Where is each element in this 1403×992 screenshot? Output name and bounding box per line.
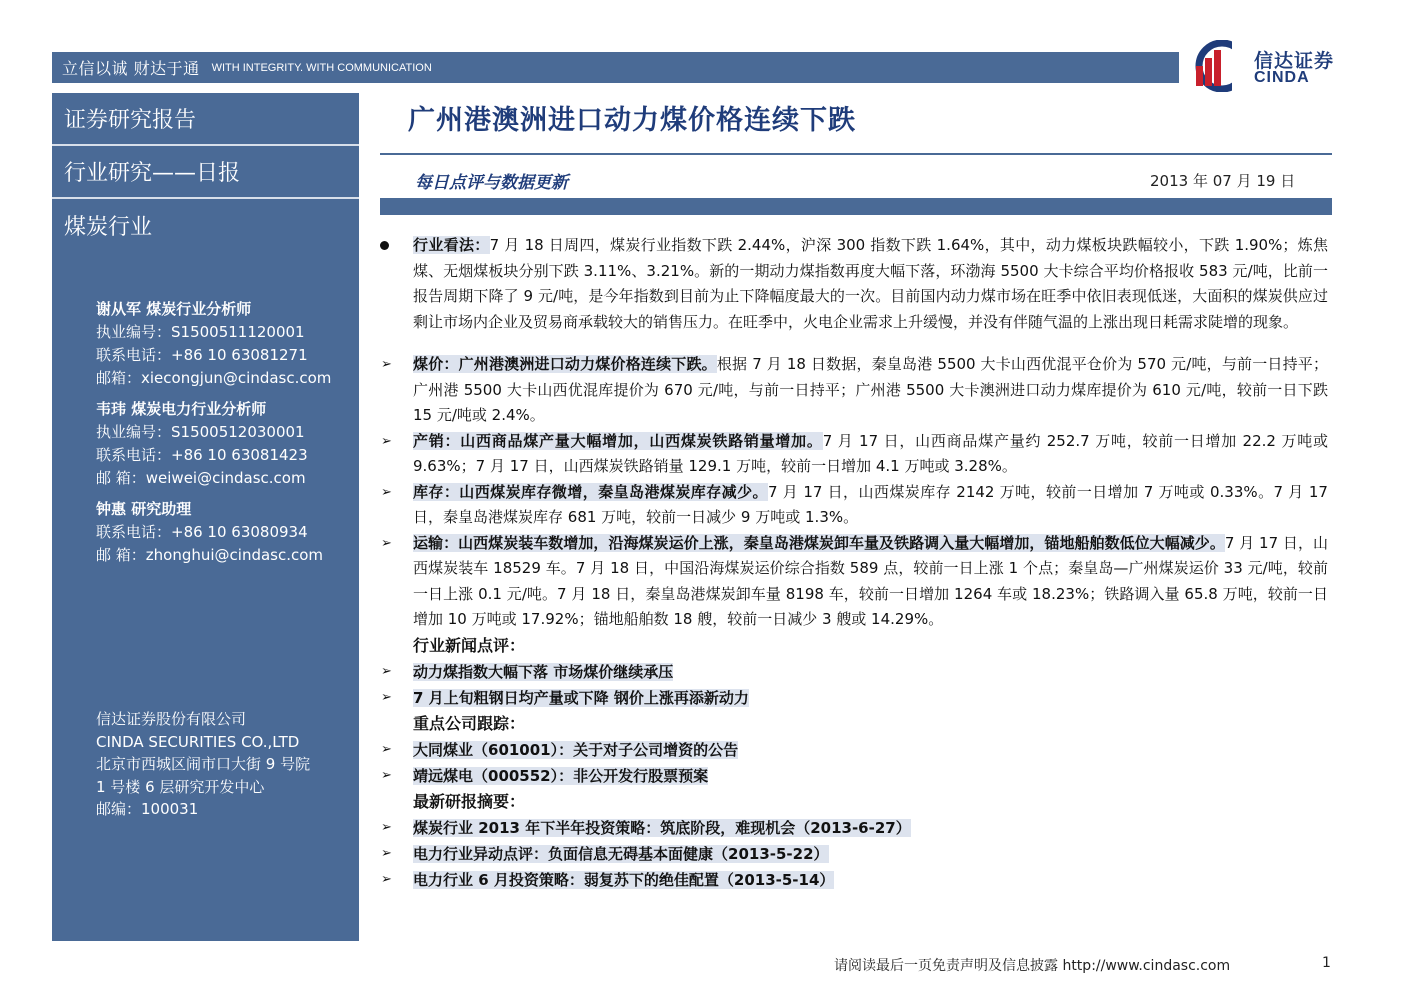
- analyst-email: 邮箱：xiecongjun@cindasc.com: [96, 369, 332, 387]
- slogan-banner: [52, 52, 1179, 83]
- bullet-dot-icon: [380, 241, 389, 250]
- data-item-head: 产销：山西商品煤产量大幅增加，山西煤炭铁路销量增加。: [413, 431, 823, 450]
- arrow-icon: ➢: [381, 767, 392, 783]
- company-info: [96, 708, 310, 821]
- arrow-icon: ➢: [381, 535, 392, 551]
- news-section-title: 行业新闻点评：: [413, 635, 526, 655]
- analyst-phone: 联系电话：+86 10 63081423: [96, 446, 308, 464]
- analyst-name: 谢从军 煤炭行业分析师: [96, 300, 252, 318]
- arrow-icon: ➢: [381, 845, 392, 861]
- company-postcode: 邮编：100031: [96, 800, 199, 818]
- data-item-text: 根据 7 月 18 日数据，秦皇岛港 5500 大卡山西优混平仓价为 570 元/吨，与前一日持平；广州港 5500 大卡山西优混库提价为 670 元/吨，与前一日持平；广州港 5500 大卡澳洲进口动力煤库提价为 610 元/吨，较前一日下跌 15 元/吨或 2.4%。: [413, 355, 1328, 424]
- cinda-logo-icon: [1192, 40, 1248, 92]
- report-item-text: 煤炭行业 2013 年下半年投资策略：筑底阶段，难现机会（2013-6-27）: [413, 818, 911, 837]
- analyst-phone: 联系电话：+86 10 63080934: [96, 523, 308, 541]
- arrow-icon: ➢: [381, 484, 392, 500]
- report-item: [380, 867, 1328, 893]
- report-subtitle: 每日点评与数据更新: [415, 173, 568, 193]
- industry-view-text: 7 月 18 日周四，煤炭行业指数下跌 2.44%，沪深 300 指数下跌 1.64%，其中，动力煤板块跌幅较小，下跌 1.90%；炼焦煤、无烟煤板块分别下跌 3.11%、3.21%。新的一期动力煤指数再度大幅下落，环渤海 5500 大卡综合平均价格报收 583 元/吨，比前一报告周期下降了 9 元/吨，是今年指数到目前为止下降幅度最大的一次。目前国内动力煤市场在旺季中依旧表现低迷，大面积的煤炭供应过剩让市场内企业及贸易商承载较大的销售压力。在旺季中，火电企业需求上升缓慢，并没有伴随气温的上涨出现日耗需求陡增的现象。: [413, 236, 1328, 331]
- report-item-text: 电力行业异动点评：负面信息无碍基本面健康（2013-5-22）: [413, 844, 829, 863]
- analyst-email: 邮 箱：weiwei@cindasc.com: [96, 469, 306, 487]
- slogan-en: WITH INTEGRITY. WITH COMMUNICATION: [211, 61, 432, 74]
- logo-en: CINDA: [1254, 69, 1310, 86]
- report-item: [380, 841, 1328, 867]
- analyst-name: 韦玮 煤炭电力行业分析师: [96, 400, 267, 418]
- title-divider: [380, 153, 1332, 155]
- company-name-cn: 信达证券股份有限公司: [96, 710, 247, 728]
- analyst-license: 执业编号：S1500512030001: [96, 423, 305, 441]
- company-item: [380, 763, 1328, 789]
- company-item: [380, 737, 1328, 763]
- report-date: 2013 年 07 月 19 日: [1150, 172, 1296, 190]
- arrow-icon: ➢: [381, 741, 392, 757]
- data-item-text: 7 月 17 日，山西商品煤产量约 252.7 万吨，较前一日增加 22.2 万吨或 9.63%；7 月 17 日，山西煤炭铁路销量 129.1 万吨，较前一日增加 4.1 万吨或 3.28%。: [413, 431, 1328, 475]
- arrow-icon: ➢: [381, 689, 392, 705]
- arrow-icon: ➢: [381, 357, 392, 372]
- slogan-cn: 立信以诚 财达于通: [62, 59, 200, 78]
- company-item-text: 大同煤业（601001）：关于对子公司增资的公告: [413, 740, 739, 759]
- data-item: [380, 429, 1328, 480]
- company-section-title: 重点公司跟踪：: [413, 713, 526, 733]
- reports-section-title: 最新研报摘要：: [413, 791, 526, 811]
- news-item: [380, 685, 1328, 711]
- analyst-license: 执业编号：S1500511120001: [96, 323, 305, 341]
- arrow-icon: ➢: [381, 871, 392, 887]
- company-item-text: 靖远煤电（000552）：非公开发行股票预案: [413, 766, 709, 785]
- analyst-contact: [96, 398, 331, 490]
- report-title: 广州港澳洲进口动力煤价格连续下跌: [408, 105, 856, 136]
- analyst-phone: 联系电话：+86 10 63081271: [96, 346, 308, 364]
- analyst-contacts: [96, 298, 331, 567]
- data-item-head: 煤价：广州港澳洲进口动力煤价格连续下跌。: [413, 355, 717, 373]
- data-item: [380, 352, 1328, 429]
- analyst-email: 邮 箱：zhonghui@cindasc.com: [96, 546, 324, 564]
- news-item-text: 动力煤指数大幅下落 市场煤价继续承压: [413, 662, 674, 681]
- report-type: 证券研究报告: [52, 93, 359, 146]
- industry-view-label: 行业看法：: [413, 236, 490, 254]
- data-item-head: 库存：山西煤炭库存微增，秦皇岛港煤炭库存减少。: [413, 482, 768, 501]
- company-address-1: 北京市西城区闹市口大街 9 号院: [96, 755, 311, 773]
- data-item-head: 运输：山西煤炭装车数增加，沿海煤炭运价上涨，秦皇岛港煤炭卸车量及铁路调入量大幅增加，锚地船舶数低位大幅减少。: [413, 533, 1225, 552]
- analyst-contact: [96, 298, 331, 390]
- data-item: [380, 480, 1328, 531]
- header-bar: [380, 198, 1332, 215]
- arrow-icon: ➢: [381, 663, 392, 679]
- report-item: [380, 815, 1328, 841]
- company-address-2: 1 号楼 6 层研究开发中心: [96, 777, 265, 796]
- arrow-icon: ➢: [381, 433, 392, 449]
- company-name-en: CINDA SECURITIES CO.,LTD: [96, 732, 300, 751]
- arrow-icon: ➢: [381, 819, 392, 835]
- industry-name: 煤炭行业: [64, 215, 153, 240]
- report-body: [380, 233, 1328, 893]
- analyst-name: 钟惠 研究助理: [96, 500, 192, 518]
- news-item: [380, 659, 1328, 685]
- report-item-text: 电力行业 6 月投资策略：弱复苏下的绝佳配置（2013-5-14）: [413, 870, 835, 889]
- data-item-text: 7 月 17 日，山西煤炭库存 2142 万吨，较前一日增加 7 万吨或 0.33%。7 月 17 日，秦皇岛港煤炭库存 681 万吨，较前一日减少 9 万吨或 1.3%。: [413, 482, 1328, 526]
- disclaimer-footer: 请阅读最后一页免责声明及信息披露 http://www.cindasc.com: [834, 958, 1231, 974]
- cinda-logo: [1192, 40, 1342, 92]
- industry-view: [380, 233, 1328, 335]
- sidebar: [52, 93, 359, 941]
- logo-cn: 信达证券: [1254, 50, 1335, 72]
- data-item: [380, 531, 1328, 633]
- analyst-contact: [96, 498, 331, 567]
- data-item-text: 7 月 17 日，山西煤炭装车 18529 车。7 月 18 日，中国沿海煤炭运价综合指数 589 点，较前一日上涨 1 个点；秦皇岛—广州煤炭运价 33 元/吨，较前一日上涨 0.1 元/吨。7 月 18 日，秦皇岛港煤炭卸车量 8198 车，较前一日增加 1264 车或 18.23%；铁路调入量 65.8 万吨，较前一日增加 10 万吨或 17.92%；锚地船舶数 18 艘，较前一日减少 3 艘或 14.29%。: [413, 533, 1328, 628]
- page-number: 1: [1322, 955, 1331, 971]
- report-category: 行业研究——日报: [52, 146, 359, 199]
- news-item-text: 7 月上旬粗钢日均产量或下降 钢价上涨再添新动力: [413, 688, 749, 707]
